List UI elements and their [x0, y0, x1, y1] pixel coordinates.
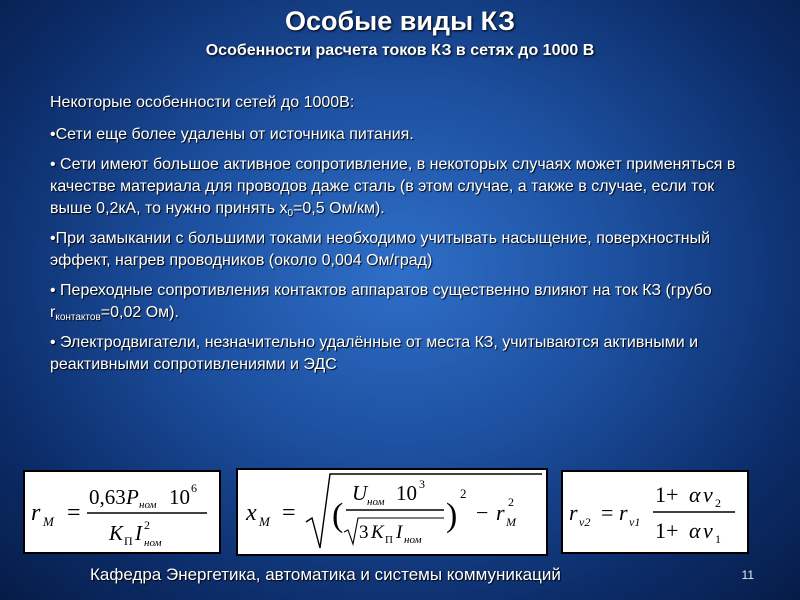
formula-temperature-correction-svg [563, 472, 747, 552]
formula-motor-reactance-svg [238, 470, 546, 554]
f2-lhs-sub: M [259, 514, 270, 529]
f2-num-u: U [352, 481, 368, 505]
f2-eq: = [282, 500, 296, 526]
f2-den-i: I [396, 522, 403, 543]
f2-lhs: x [246, 500, 257, 526]
f3-den-nu: ν [703, 518, 713, 543]
f2-r-sub: M [506, 515, 516, 529]
bullet-2-subscript: 0 [287, 208, 294, 219]
f3-r-sub: ν1 [629, 515, 641, 529]
f1-num-var: P [126, 485, 139, 509]
intro-text: Некоторые особенности сетей до 1000В: [50, 94, 355, 111]
f2-den-k: K [371, 522, 384, 543]
f2-den-i-sub: ном [404, 534, 422, 546]
bullet-3: •При замыкании с большими токами необходимо учитывать насыщение, поверхностный эффект, нагрев проводников (около 0,004 Ом/град) [50, 230, 711, 269]
f2-r: r [496, 500, 505, 525]
f3-den-alpha: α [689, 518, 701, 543]
f1-num-sub: ном [139, 499, 157, 511]
f1-num-ten: 10 [169, 485, 190, 509]
formula-motor-resistance [23, 470, 221, 554]
f2-den-three: 3 [359, 522, 369, 543]
f3-num-alpha: α [689, 482, 701, 507]
f3-den-one-plus: 1+ [655, 518, 679, 543]
f2-num-exp: 3 [419, 477, 425, 491]
f1-num-exp: 6 [191, 481, 197, 495]
f2-open-paren: ( [332, 497, 344, 534]
formula-motor-reactance [236, 468, 548, 556]
f3-den-sub: 1 [715, 532, 721, 546]
f1-lhs-sub: M [43, 514, 54, 529]
f2-minus: − [476, 500, 489, 525]
formula-temperature-correction [561, 470, 749, 554]
formula-row [0, 466, 800, 558]
bullet-2-text: • Сети имеют большое активное сопротивление, в некоторых случаях может применяться в качестве материала для проводов даже сталь (в этом случае, а также в случае, если ток выше 0,2кА, то нужно принять x [50, 156, 736, 217]
formula-motor-resistance-svg [25, 472, 219, 552]
f1-den-k-sub: П [124, 534, 133, 548]
f1-eq: = [67, 500, 81, 526]
bullet-4-subscript: контактов [55, 312, 101, 323]
page-number: 11 [741, 568, 754, 582]
bullet-4 [50, 280, 750, 324]
f1-lhs: r [31, 500, 41, 526]
slide-subtitle: Особенности расчета токов КЗ в сетях до 1000 В [205, 42, 595, 59]
f3-lhs: r [569, 500, 578, 525]
f1-den-i-sub: ном [144, 537, 162, 549]
slide-title: Особые виды КЗ [284, 6, 516, 36]
f1-den-exp: 2 [144, 518, 150, 532]
bullet-4-tail: =0,02 Ом). [100, 304, 179, 321]
slide-body [50, 92, 750, 384]
f1-den-i: I [135, 521, 142, 545]
f3-num-sub: 2 [715, 496, 721, 510]
f2-num-sub: ном [367, 496, 385, 508]
f1-num-coef: 0,63 [89, 485, 126, 509]
bullet-4-text: • Переходные сопротивления контактов аппаратов существенно влияют на ток КЗ (грубо r [50, 282, 712, 321]
f2-r-exp: 2 [508, 495, 514, 509]
bullet-5: • Электродвигатели, незначительно удалённые от места КЗ, учитываются активными и реактивными сопротивлениями и ЭДС [50, 334, 699, 373]
footer-department: Кафедра Энергетика, автоматика и системы коммуникаций [90, 565, 561, 584]
f3-r: r [619, 500, 628, 525]
f3-num-nu: ν [703, 482, 713, 507]
f2-num-ten: 10 [396, 481, 417, 505]
f3-eq: = [601, 500, 614, 525]
bullet-2-tail: =0,5 Ом/км). [293, 200, 385, 217]
f2-close-paren: ) [446, 497, 458, 534]
f3-lhs-sub: ν2 [579, 515, 591, 529]
f2-paren-exp: 2 [460, 486, 467, 501]
f2-den-k-sub: П [385, 534, 393, 546]
f1-den-k: K [109, 521, 124, 545]
bullet-2 [50, 154, 750, 220]
f3-num-one-plus: 1+ [655, 482, 679, 507]
bullet-1: •Сети еще более удалены от источника питания. [50, 126, 414, 143]
